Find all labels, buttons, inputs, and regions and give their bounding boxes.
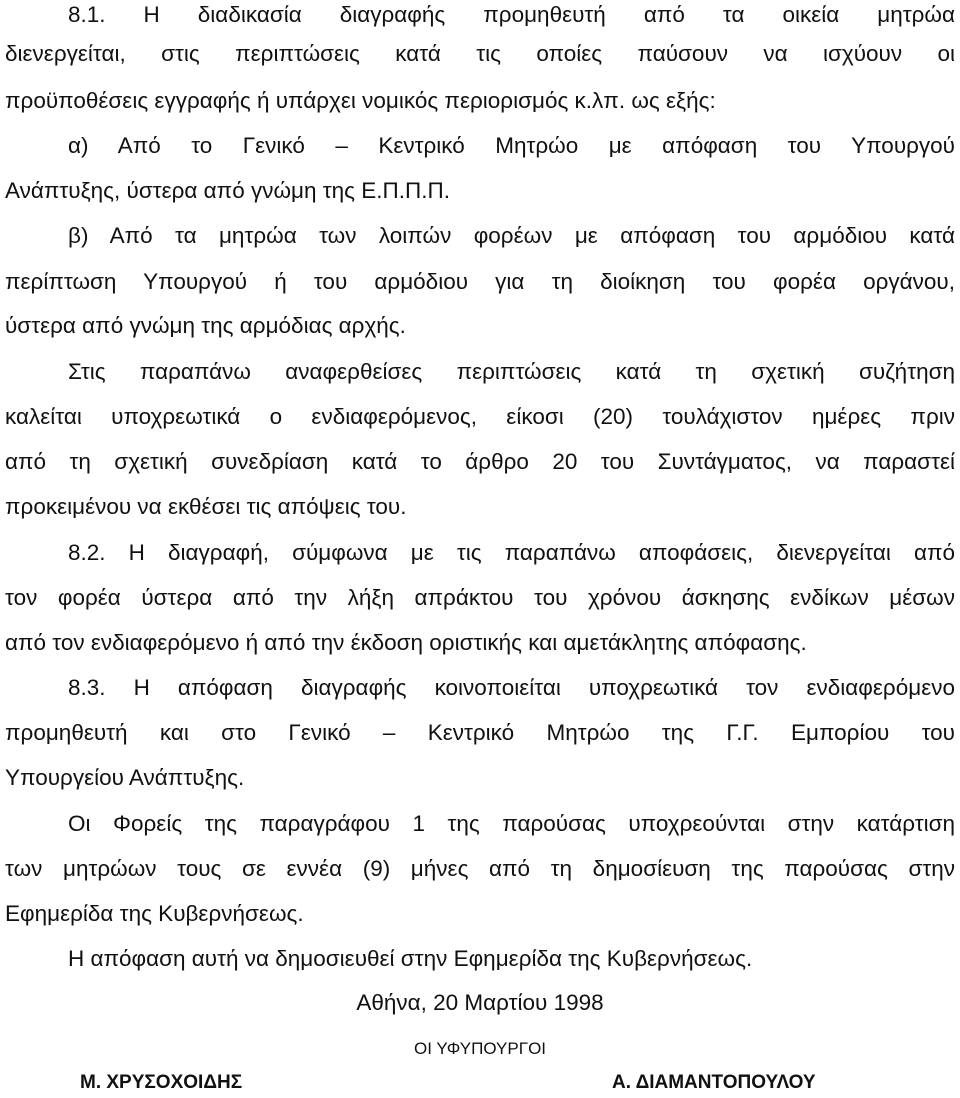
item-a-line: α) Από το Γενικό – Κεντρικό Μητρώο με απόφαση του Υπουργού [68, 133, 955, 158]
item-b-line: ύστερα από γνώμη της αρμόδιας αρχής. [5, 313, 406, 338]
hearing-paragraph-line: από τη σχετική συνεδρίαση κατά το άρθρο 20 του Συντάγματος, να παραστεί [5, 449, 955, 474]
paragraph-8-1-line: 8.1. Η διαδικασία διαγραφής προμηθευτή από τα οικεία μητρώα [68, 2, 955, 27]
publication-order-line: Η απόφαση αυτή να δημοσιευθεί στην Εφημερίδα της Κυβερνήσεως. [68, 946, 753, 971]
item-b-line: β) Από τα μητρώα των λοιπών φορέων με απόφαση του αρμόδιου κατά [68, 223, 955, 248]
item-a-line: Ανάπτυξης, ύστερα από γνώμη της Ε.Π.Π.Π. [5, 178, 451, 203]
signatory-left: Μ. ΧΡΥΣΟΧΟΙΔΗΣ [80, 1072, 243, 1093]
hearing-paragraph-line: καλείται υποχρεωτικά ο ενδιαφερόμενος, είκοσι (20) τουλάχιστον ημέρες πριν [5, 404, 955, 429]
bodies-paragraph-line: Οι Φορείς της παραγράφου 1 της παρούσας υποχρεούνται στην κατάρτιση [68, 811, 955, 836]
paragraph-8-3-line: Υπουργείου Ανάπτυξης. [5, 765, 245, 790]
paragraph-8-2-line: 8.2. Η διαγραφή, σύμφωνα με τις παραπάνω αποφάσεις, διενεργείται από [68, 540, 955, 565]
paragraph-8-2-line: από τον ενδιαφερόμενο ή από την έκδοση οριστικής και αμετάκλητης απόφασης. [5, 630, 807, 655]
signatory-right: Α. ΔΙΑΜΑΝΤΟΠΟΥΛΟΥ [612, 1072, 816, 1093]
hearing-paragraph-line: προκειμένου να εκθέσει τις απόψεις του. [5, 494, 407, 519]
item-b-line: περίπτωση Υπουργού ή του αρμόδιου για τη διοίκηση του φορέα οργάνου, [5, 269, 955, 294]
signatories-heading: ΟΙ ΥΦΥΠΟΥΡΓΟΙ [413, 1039, 547, 1058]
hearing-paragraph-line: Στις παραπάνω αναφερθείσες περιπτώσεις κατά τη σχετική συζήτηση [68, 359, 955, 384]
date-line: Αθήνα, 20 Μαρτίου 1998 [356, 990, 604, 1015]
paragraph-8-3-line: προμηθευτή και στο Γενικό – Κεντρικό Μητρώο της Γ.Γ. Εμπορίου του [5, 720, 955, 745]
paragraph-8-2-line: τον φορέα ύστερα από την λήξη απράκτου του χρόνου άσκησης ενδίκων μέσων [5, 585, 955, 610]
paragraph-8-1-line: διενεργείται, στις περιπτώσεις κατά τις οποίες παύσουν να ισχύουν οι [5, 41, 955, 66]
bodies-paragraph-line: Εφημερίδα της Κυβερνήσεως. [5, 901, 304, 926]
paragraph-8-3-line: 8.3. Η απόφαση διαγραφής κοινοποιείται υποχρεωτικά τον ενδιαφερόμενο [68, 675, 955, 700]
paragraph-8-1-line: προϋποθέσεις εγγραφής ή υπάρχει νομικός περιορισμός κ.λπ. ως εξής: [5, 88, 716, 113]
bodies-paragraph-line: των μητρώων τους σε εννέα (9) μήνες από τη δημοσίευση της παρούσας στην [5, 856, 955, 881]
